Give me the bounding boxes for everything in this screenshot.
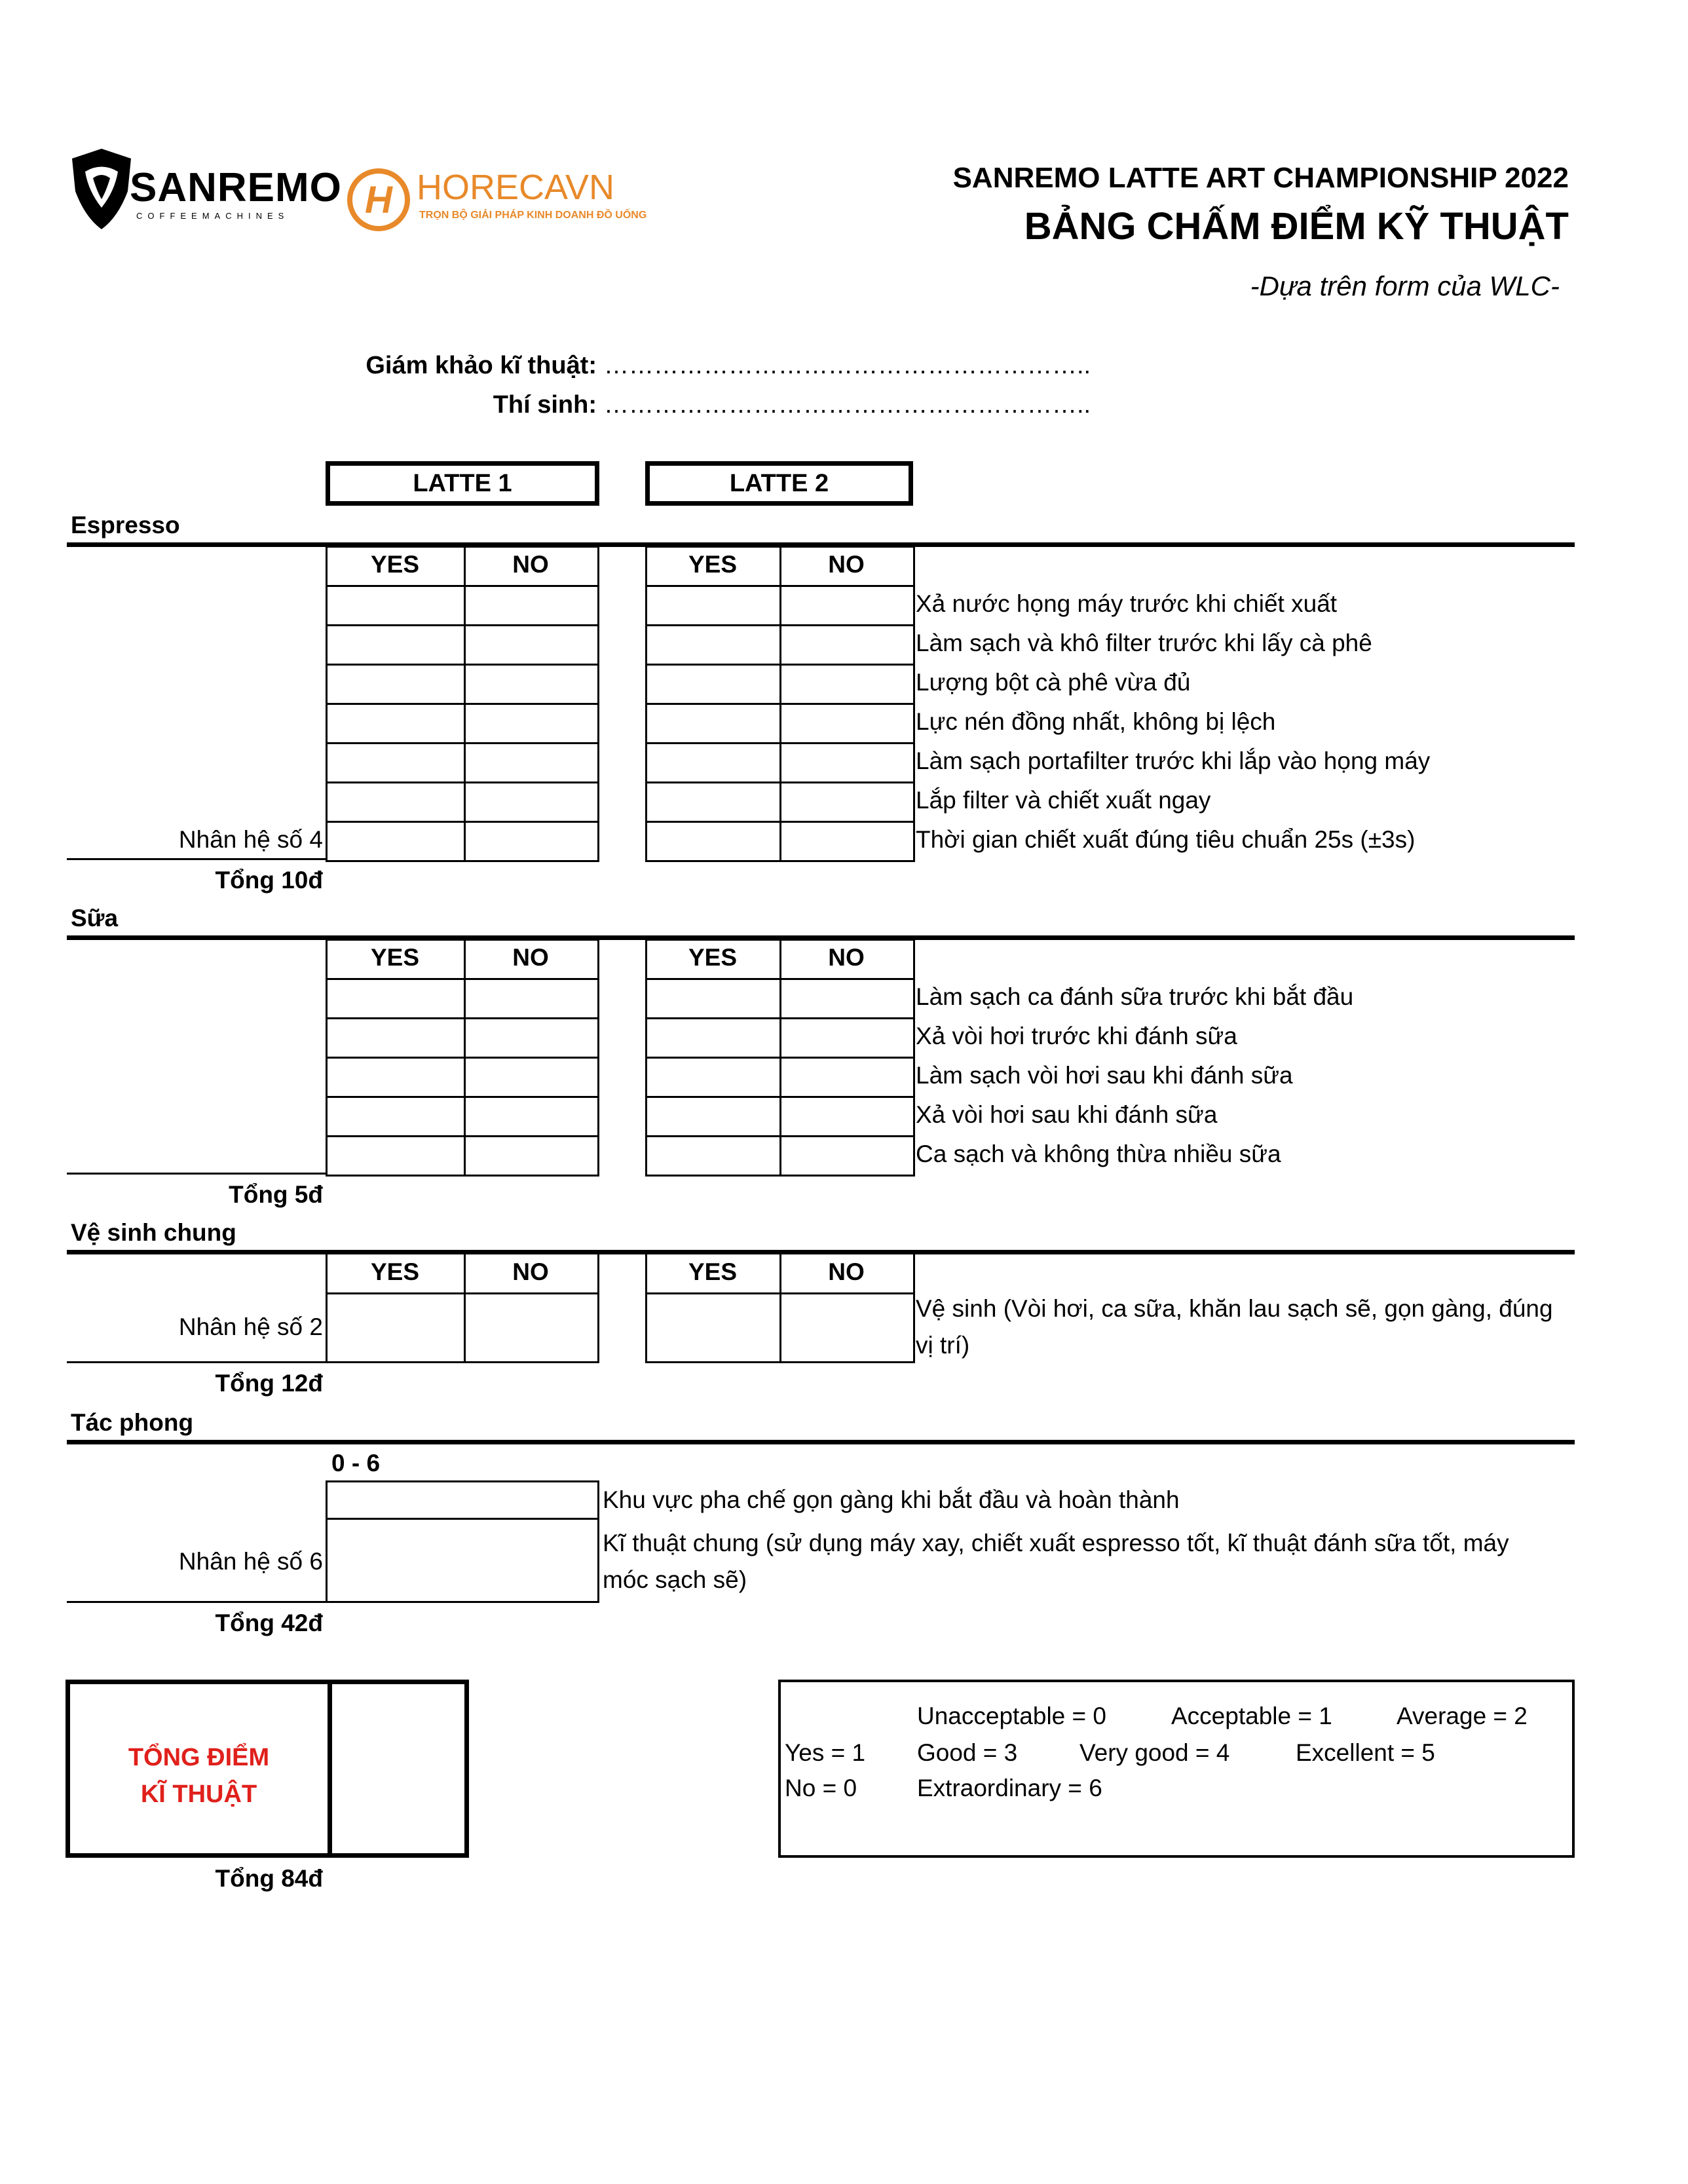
section-rule-conduct [67, 1440, 1575, 1444]
espresso-bottom-rule [67, 858, 326, 860]
espresso-checkbox-latte1-yes[interactable] [326, 821, 466, 862]
latte-1-label: LATTE 1 [413, 470, 512, 497]
total-score-divider [328, 1684, 332, 1853]
legend-yes: Yes = 1 [785, 1739, 866, 1766]
espresso-checkbox-latte2-no[interactable] [779, 703, 915, 744]
espresso-checkbox-latte1-yes[interactable] [326, 664, 466, 705]
horecavn-wordmark: HORECAVN [417, 168, 615, 207]
legend-no: No = 0 [785, 1775, 857, 1801]
milk-l2-no-header: NO [828, 944, 865, 971]
espresso-checkbox-latte1-no[interactable] [464, 821, 599, 862]
milk-checkbox-latte2-yes[interactable] [645, 978, 781, 1019]
latte-1-header [326, 461, 599, 506]
sanremo-logo [66, 145, 342, 231]
hygiene-header-cell-latte1-no [464, 1252, 599, 1294]
milk-checkbox-latte1-no[interactable] [464, 1017, 599, 1059]
milk-checkbox-latte2-no[interactable] [779, 1135, 915, 1177]
grand-total: Tổng 84đ [215, 1865, 323, 1892]
espresso-checkbox-latte2-yes[interactable] [645, 703, 781, 744]
section-title-milk: Sữa [71, 905, 119, 932]
milk-checkbox-latte2-yes[interactable] [645, 1096, 781, 1137]
latte-2-header [645, 461, 913, 506]
espresso-checkbox-latte2-no[interactable] [779, 781, 915, 823]
espresso-checkbox-latte2-no[interactable] [779, 664, 915, 705]
espresso-multiplier: Nhân hệ số 4 [178, 826, 323, 853]
hygiene-header-cell-latte1-yes [326, 1252, 466, 1294]
milk-checkbox-latte2-yes[interactable] [645, 1057, 781, 1098]
espresso-checkbox-latte2-no[interactable] [779, 821, 915, 862]
espresso-checkbox-latte2-yes[interactable] [645, 821, 781, 862]
conduct-total: Tổng 42đ [215, 1610, 323, 1636]
espresso-l2-no-header: NO [828, 551, 865, 578]
conduct-multiplier: Nhân hệ số 6 [178, 1548, 323, 1575]
milk-checkbox-latte2-no[interactable] [779, 1096, 915, 1137]
espresso-checkbox-latte1-yes[interactable] [326, 585, 466, 626]
milk-checkbox-latte1-yes[interactable] [326, 1135, 466, 1177]
espresso-checkbox-latte2-yes[interactable] [645, 664, 781, 705]
hygiene-l1-no-header: NO [512, 1258, 549, 1285]
milk-criterion: Xả vòi hơi sau khi đánh sữa [916, 1101, 1218, 1128]
milk-checkbox-latte1-yes[interactable] [326, 1017, 466, 1059]
hygiene-checkbox-latte1-no[interactable] [464, 1292, 599, 1363]
sheet-title: BẢNG CHẤM ĐIỂM KỸ THUẬT [1024, 205, 1569, 248]
sanremo-emblem-icon [66, 145, 138, 231]
conduct-criterion-2-line1: Kĩ thuật chung (sử dụng máy xay, chiết xuất espresso tốt, kĩ thuật đánh sữa tốt, máy [603, 1530, 1509, 1556]
hygiene-checkbox-latte2-no[interactable] [779, 1292, 915, 1363]
horecavn-logo [346, 167, 647, 233]
milk-checkbox-latte2-yes[interactable] [645, 1017, 781, 1059]
milk-checkbox-latte2-no[interactable] [779, 1017, 915, 1059]
legend-good: Good = 3 [917, 1739, 1018, 1766]
milk-header-cell-latte1-no [464, 939, 599, 980]
espresso-l1-no-header: NO [512, 551, 549, 578]
scoring-legend [778, 1680, 1575, 1858]
event-title: SANREMO LATTE ART CHAMPIONSHIP 2022 [952, 162, 1569, 194]
milk-checkbox-latte1-yes[interactable] [326, 1096, 466, 1137]
milk-total: Tổng 5đ [229, 1181, 323, 1208]
milk-checkbox-latte2-yes[interactable] [645, 1135, 781, 1177]
espresso-criterion: Lực nén đồng nhất, không bị lệch [916, 708, 1276, 735]
hygiene-l1-yes-header: YES [370, 1258, 420, 1285]
hygiene-checkbox-latte2-yes[interactable] [645, 1292, 781, 1363]
sheet-subtitle: -Dựa trên form của WLC- [1250, 271, 1560, 301]
conduct-score-cell[interactable] [326, 1518, 599, 1603]
hygiene-header-cell-latte2-yes [645, 1252, 781, 1294]
espresso-checkbox-latte1-no[interactable] [464, 742, 599, 783]
espresso-checkbox-latte1-no[interactable] [464, 703, 599, 744]
legend-excellent: Excellent = 5 [1296, 1739, 1435, 1766]
milk-checkbox-latte1-no[interactable] [464, 1135, 599, 1177]
milk-checkbox-latte1-yes[interactable] [326, 1057, 466, 1098]
total-score-label-line2: KĨ THUẬT [140, 1780, 257, 1808]
espresso-checkbox-latte2-no[interactable] [779, 585, 915, 626]
section-title-hygiene: Vệ sinh chung [71, 1219, 236, 1246]
competitor-label: Thí sinh: [493, 391, 597, 419]
espresso-header-cell-latte2-no [779, 546, 915, 587]
milk-criterion: Xả vòi hơi trước khi đánh sữa [916, 1023, 1237, 1049]
espresso-criterion: Làm sạch và khô filter trước khi lấy cà phê [916, 630, 1372, 656]
milk-checkbox-latte1-no[interactable] [464, 1096, 599, 1137]
conduct-criterion-2-line2: móc sạch sẽ) [603, 1566, 747, 1593]
total-score-label-line1: TỔNG ĐIỂM [128, 1744, 270, 1771]
sanremo-wordmark: SANREMO [130, 165, 342, 210]
hygiene-criterion-line1: Vệ sinh (Vòi hơi, ca sữa, khăn lau sạch sẽ, gọn gàng, đúng [916, 1295, 1553, 1322]
hygiene-multiplier: Nhân hệ số 2 [178, 1313, 323, 1340]
milk-criterion: Làm sạch vòi hơi sau khi đánh sữa [916, 1062, 1293, 1089]
latte-2-label: LATTE 2 [729, 470, 829, 497]
espresso-criterion: Lắp filter và chiết xuất ngay [916, 787, 1211, 814]
conduct-range-header: 0 - 6 [331, 1450, 381, 1477]
espresso-criterion: Làm sạch portafilter trước khi lắp vào họng máy [916, 747, 1431, 774]
competitor-field[interactable]: ………………………………………………….. [604, 391, 1091, 419]
milk-l1-yes-header: YES [370, 944, 420, 971]
legend-unacceptable: Unacceptable = 0 [917, 1703, 1107, 1729]
judge-field[interactable]: ………………………………………………….. [604, 352, 1091, 379]
legend-very-good: Very good = 4 [1079, 1739, 1230, 1766]
espresso-criterion: Lượng bột cà phê vừa đủ [916, 669, 1191, 696]
conduct-criterion-1: Khu vực pha chế gọn gàng khi bắt đầu và hoàn thành [603, 1486, 1180, 1513]
milk-checkbox-latte1-no[interactable] [464, 1057, 599, 1098]
milk-l1-no-header: NO [512, 944, 549, 971]
hygiene-criterion-line2: vị trí) [916, 1332, 970, 1359]
espresso-checkbox-latte1-no[interactable] [464, 624, 599, 666]
conduct-bottom-rule [67, 1601, 326, 1603]
conduct-score-cell[interactable] [326, 1480, 599, 1520]
espresso-l2-yes-header: YES [688, 551, 738, 578]
horecavn-emblem-icon [346, 167, 411, 233]
milk-checkbox-latte2-no[interactable] [779, 978, 915, 1019]
espresso-checkbox-latte1-yes[interactable] [326, 781, 466, 823]
espresso-header-cell-latte1-yes [326, 546, 466, 587]
svg-text:H: H [365, 179, 392, 221]
espresso-criterion: Thời gian chiết xuất đúng tiêu chuẩn 25s (±3s) [916, 826, 1416, 853]
hygiene-total: Tổng 12đ [215, 1370, 323, 1397]
judge-label: Giám khảo kĩ thuật: [366, 352, 597, 379]
milk-header-cell-latte2-no [779, 939, 915, 980]
milk-checkbox-latte1-yes[interactable] [326, 978, 466, 1019]
section-title-espresso: Espresso [71, 512, 180, 538]
legend-extraordinary: Extraordinary = 6 [917, 1775, 1102, 1801]
milk-header-cell-latte1-yes [326, 939, 466, 980]
total-score-input[interactable] [332, 1684, 464, 1853]
milk-bottom-rule [67, 1173, 326, 1175]
milk-checkbox-latte1-no[interactable] [464, 978, 599, 1019]
espresso-checkbox-latte2-no[interactable] [779, 742, 915, 783]
espresso-checkbox-latte1-no[interactable] [464, 781, 599, 823]
espresso-total: Tổng 10đ [215, 867, 323, 894]
hygiene-header-cell-latte2-no [779, 1252, 915, 1294]
milk-checkbox-latte2-no[interactable] [779, 1057, 915, 1098]
espresso-header-cell-latte2-yes [645, 546, 781, 587]
espresso-criterion: Xả nước họng máy trước khi chiết xuất [916, 590, 1338, 617]
total-score-box [66, 1680, 469, 1858]
espresso-checkbox-latte2-yes[interactable] [645, 585, 781, 626]
legend-average: Average = 2 [1397, 1703, 1528, 1729]
espresso-checkbox-latte1-yes[interactable] [326, 624, 466, 666]
milk-criterion: Ca sạch và không thừa nhiều sữa [916, 1140, 1281, 1167]
legend-acceptable: Acceptable = 1 [1171, 1703, 1332, 1729]
espresso-checkbox-latte2-yes[interactable] [645, 624, 781, 666]
espresso-checkbox-latte1-yes[interactable] [326, 742, 466, 783]
section-title-conduct: Tác phong [71, 1409, 194, 1436]
sanremo-tagline: COFFEEMACHINES [136, 211, 290, 221]
milk-l2-yes-header: YES [688, 944, 738, 971]
horecavn-tagline: TRỌN BỘ GIẢI PHÁP KINH DOANH ĐỒ UỐNG [419, 210, 647, 221]
espresso-header-cell-latte1-no [464, 546, 599, 587]
milk-header-cell-latte2-yes [645, 939, 781, 980]
hygiene-l2-no-header: NO [828, 1258, 865, 1285]
espresso-checkbox-latte1-no[interactable] [464, 664, 599, 705]
milk-criterion: Làm sạch ca đánh sữa trước khi bắt đầu [916, 983, 1354, 1010]
hygiene-checkbox-latte1-yes[interactable] [326, 1292, 466, 1363]
espresso-checkbox-latte1-yes[interactable] [326, 703, 466, 744]
espresso-checkbox-latte2-yes[interactable] [645, 781, 781, 823]
espresso-checkbox-latte2-yes[interactable] [645, 742, 781, 783]
hygiene-l2-yes-header: YES [688, 1258, 738, 1285]
hygiene-bottom-rule [67, 1361, 326, 1363]
espresso-checkbox-latte1-no[interactable] [464, 585, 599, 626]
espresso-l1-yes-header: YES [370, 551, 420, 578]
espresso-checkbox-latte2-no[interactable] [779, 624, 915, 666]
